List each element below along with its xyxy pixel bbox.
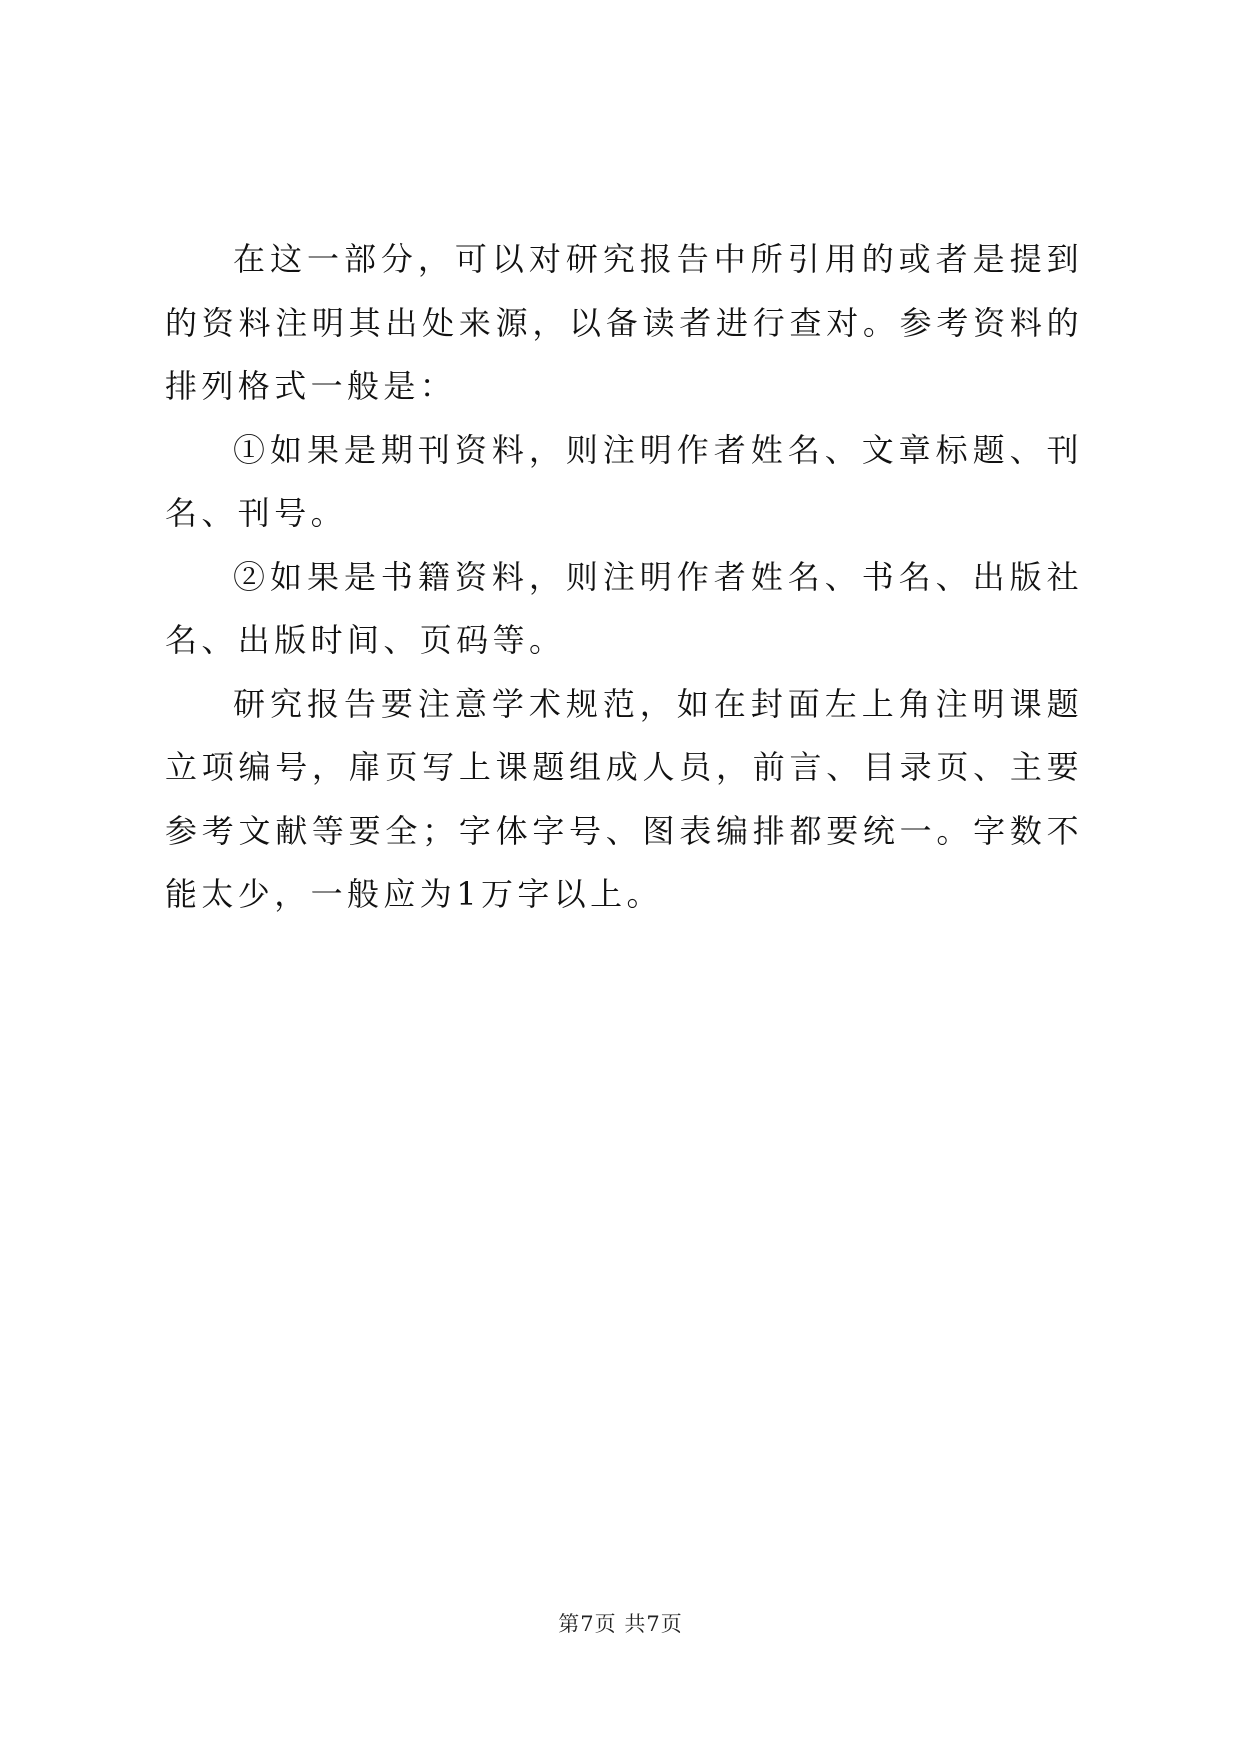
paragraph-references-intro: 在这一部分，可以对研究报告中所引用的或者是提到的资料注明其出处来源，以备读者进行查对。参考资料的排列格式一般是： xyxy=(165,240,1083,405)
paragraph-journal-format: ①如果是期刊资料，则注明作者姓名、文章标题、刊名、刊号。 xyxy=(165,430,1083,532)
paragraph-academic-norms: 研究报告要注意学术规范，如在封面左上角注明课题立项编号，扉页写上课题组成人员，前言、目录页、主要参考文献等要全；字体字号、图表编排都要统一。字数不能太少，一般应为1万字以上。 xyxy=(165,684,1083,913)
paragraph-book-format: ②如果是书籍资料，则注明作者姓名、书名、出版社名、出版时间、页码等。 xyxy=(165,557,1083,659)
document-body xyxy=(165,228,1083,927)
page-number-footer: 第7页 共7页 xyxy=(558,1612,683,1636)
